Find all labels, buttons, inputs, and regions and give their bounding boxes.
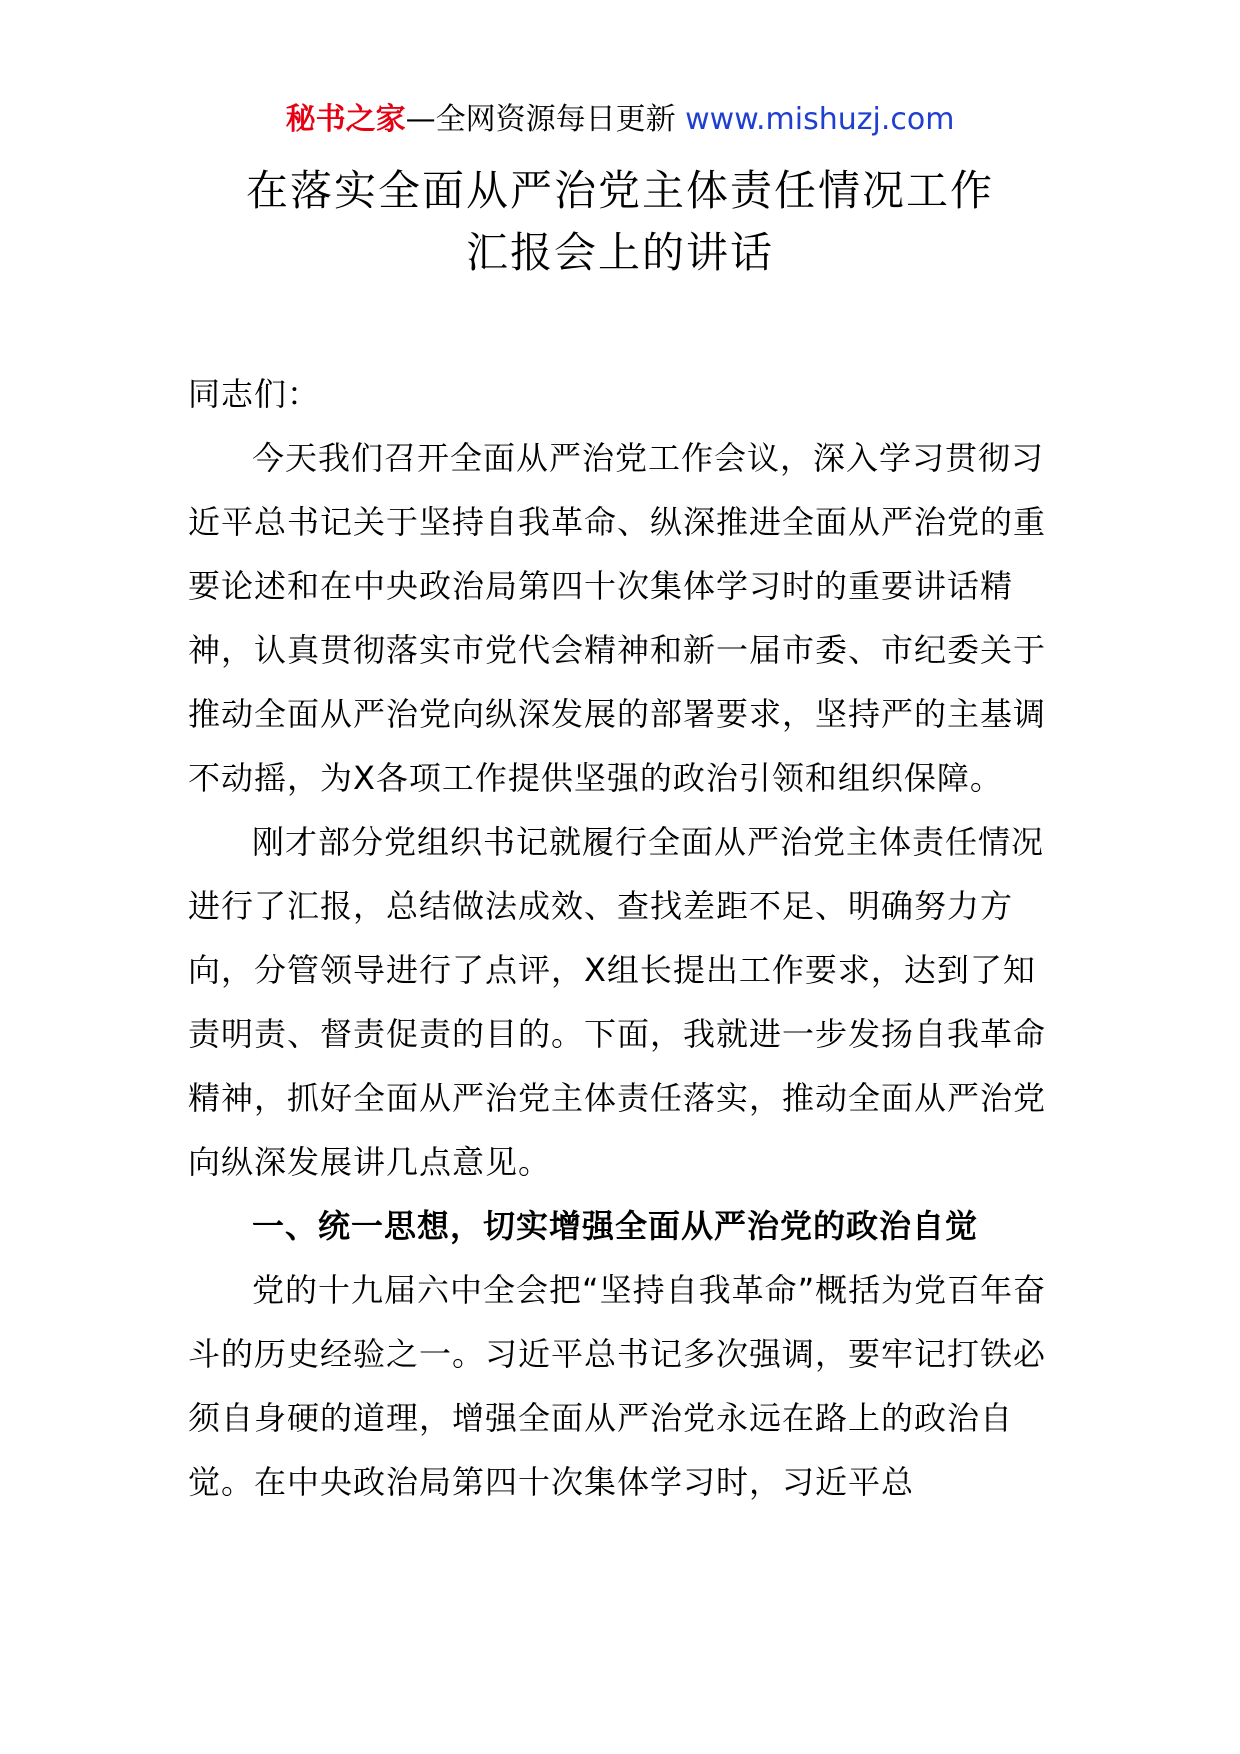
title-line-1: 在落实全面从严治党主体责任情况工作 (245, 166, 994, 215)
section-heading-1: 一、统一思想，切实增强全面从严治党的政治自觉 (252, 1207, 979, 1245)
brand-name: 秘书之家 (285, 102, 406, 137)
site-url-link[interactable]: www.mishuzj.com (685, 102, 955, 137)
document-body (188, 362, 1054, 1514)
paragraph-3: 党的十九届六中全会把“坚持自我革命”概括为党百年奋斗的历史经验之一。习近平总书记多次强调，要牢记打铁必须自身硬的道理，增强全面从严治党永远在路上的政治自觉。在中央政治局第四十次集体学习时，习近平总 (188, 1271, 1047, 1501)
title-line-2: 汇报会上的讲话 (465, 228, 774, 277)
document-title (0, 160, 1240, 284)
paragraph-1: 今天我们召开全面从严治党工作会议，深入学习贯彻习近平总书记关于坚持自我革命、纵深推进全面从严治党的重要论述和在中央政治局第四十次集体学习时的重要讲话精神，认真贯彻落实市党代会精神和新一届市委、市纪委关于推动全面从严治党向纵深发展的部署要求，坚持严的主基调不动摇，为X各项工作提供坚强的政治引领和组织保障。 (188, 439, 1047, 797)
site-header (0, 100, 1240, 140)
salutation: 同志们： (188, 375, 321, 413)
paragraph-2: 刚才部分党组织书记就履行全面从严治党主体责任情况进行了汇报，总结做法成效、查找差距不足、明确努力方向，分管领导进行了点评，X组长提出工作要求，达到了知责明责、督责促责的目的。下面，我就进一步发扬自我革命精神，抓好全面从严治党主体责任落实，推动全面从严治党向纵深发展讲几点意见。 (188, 823, 1047, 1181)
header-tagline: —全网资源每日更新 (405, 102, 686, 137)
